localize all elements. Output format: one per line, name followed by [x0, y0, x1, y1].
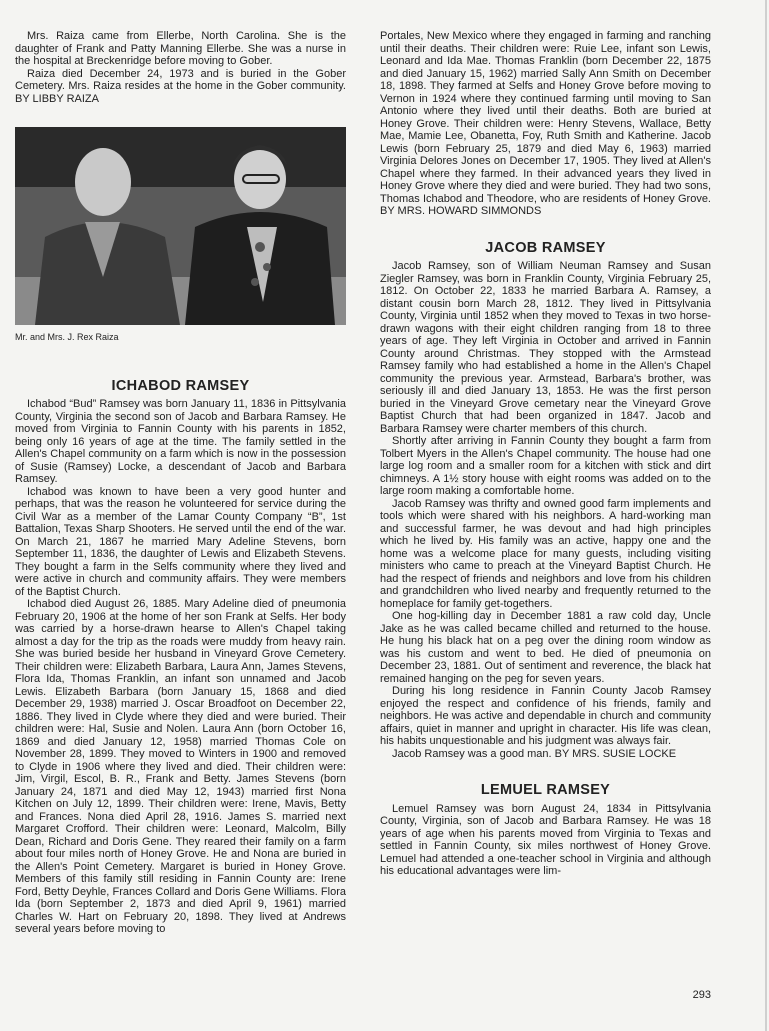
left-column: [15, 30, 346, 936]
continued-paragraph: Portales, New Mexico where they engaged in farming and ranching until their deaths. Their children were: Ruie Lee, infant son Lewis, Leonard and Ida Mae. Thomas Franklin (born December 22, 1875 and died January 15, 1962) married Sally Ann Smith on December 18, 1898. They farmed at Selfs and Honey Grove before moving to Vernon in 1924 where they continued farming until moving to San Antonio where they lived until their deaths. Both are buried at Honey Grove. Their children were: Henry Stevens, Wallace, Betty Mae, Mamie Lee, Obanetta, Foy, Ruth Smith and Katherine. Jacob Lewis (born February 25, 1879 and died May 6, 1963) married Virginia Delores Jones on December 17, 1905. They lived at Allen's Chapel where they farmed. In their advanced years they lived in Honey Grove where they died and were buried. They had two sons, Thomas Ichabod and Theodore, who are residents of Honey Grove. BY MRS. HOWARD SIMMONDS: [380, 30, 711, 217]
section-title-jacob: JACOB RAMSEY: [485, 239, 606, 256]
ichabod-paragraph-2: Ichabod was known to have been a very good hunter and perhaps, that was the reason he volunteered for service during the Civil War as a member of the Lamar County Company “B”, 1st Battalion, Texas Sharp Shooters. He served until the end of the war. On March 21, 1867 he married Mary Adeline Stevens, born September 11, 1836, the daughter of Lewis and Elizabeth Stevens. They bought a farm in the Selfs community where they lived and were active in church and community affairs. They were members of the Baptist Church.: [15, 485, 346, 598]
ichabod-paragraph-3: Ichabod died August 26, 1885. Mary Adeline died of pneumonia February 20, 1906 at the home of her son Frank at Selfs. Her body was carried by a horse-drawn hearse to Allen's Chapel taking almost a day for the trip as the roads were muddy from heavy rain. She was buried beside her husband in Vineyard Grove Cemetery. Their children were: Elizabeth Barbara, Laura Ann, James Stevens, Flora Ida, Thomas Franklin, an infant son unnamed and Jacob Lewis. Elizabeth Barbara (born January 15, 1868 and died December 29, 1938) married J. Oscar Broadfoot on December 22, 1886. They lived in Clyde where they died and were buried. Their children were: Hal, Susie and Nolen. Laura Ann (born October 16, 1869 and died January 12, 1958) married Thomas Cole on November 28, 1899. They moved to Winters in 1900 and removed to Clyde in 1906 where they lived and died. Their children were: Jim, Virgil, Escol, B. R., Frank and Betty. James Stevens (born January 24, 1871 and died May 12, 1943) married first Nona Kitchen on July 12, 1899. Their children were: Irene, Mavis, Betty and Frances. Nona died April 28, 1916. James S. married next Margaret Crofford. Their children were: Leonard, Malcolm, Billy Dean, Richard and Doris Gene. They reared their family on a farm about four miles north of Honey Grove. He and Nona are buried in the Allen's Point Cemetery. Margaret is buried in Honey Grove. Members of this family still residing in Fannin County are: Irene Ford, Betty Deyhle, Frances Collard and Doris Gene Williams. Flora Ida (born September 2, 1873 and died April 9, 1961) married Charles W. Hart on February 20, 1898. They lived at Andrews several years before moving to: [15, 598, 346, 935]
intro-paragraph-2: Raiza died December 24, 1973 and is buried in the Gober Cemetery. Mrs. Raiza resides at the home in the Gober community. BY LIBBY RAIZA: [15, 67, 346, 105]
right-column: [380, 30, 711, 878]
jacob-paragraph-1: Jacob Ramsey, son of William Neuman Ramsey and Susan Ziegler Ramsey, was born in Franklin County, Virginia February 25, 1812. On October 22, 1833 he married Barbara A. Ramsey, a distant cousin born March 28, 1812. They lived in Pittsylvania County, Virginia until 1852 when they moved to Texas in two horse-drawn wagons with their eight children ranging from 18 to three years of age. They left Virginia in October and arrived in Fannin County around Christmas. They stopped with the Armstead Ramsey family who had established a home in the Allen's Chapel community the previous year. Armstead, Barbara's brother, was seriously ill and died January 13, 1853. He was the first person buried in the Vineyard Grove cemetary near the Vineyard Grove Baptist Church that had been organized in 1847. Jacob and Barbara Ramsey were charter members of this church.: [380, 260, 711, 435]
section-title-lemuel: LEMUEL RAMSEY: [480, 782, 611, 798]
page-edge: [765, 0, 767, 1031]
photo-caption: Mr. and Mrs. J. Rex Raiza: [15, 332, 119, 342]
raiza-photo: [15, 127, 346, 325]
jacob-paragraph-6: Jacob Ramsey was a good man. BY MRS. SUSIE LOCKE: [392, 747, 677, 760]
page-number: 293: [692, 989, 711, 1001]
photo-illustration: [15, 127, 346, 325]
ichabod-paragraph-1: Ichabod “Bud” Ramsey was born January 11, 1836 in Pittsylvania County, Virginia the second son of Jacob and Barbara Ramsey. He moved from Virginia to Fannin County with his parents in 1852, being only 16 years of age at the time. The family settled in the Allen's Chapel community on a farm which is now in the possession of Susie (Ramsey) Locke, a descendant of Jacob and Barbara Ramsey.: [15, 398, 346, 485]
jacob-paragraph-2: Shortly after arriving in Fannin County they bought a farm from Tolbert Myers in the Allen's Chapel community. The house had one large log room and a smaller room for a kitchen with stick and dirt chimneys. A 1½ story house with eight rooms was added on to the large room making a comfortable home.: [380, 435, 711, 497]
jacob-paragraph-5: During his long residence in Fannin County Jacob Ramsey enjoyed the respect and confidence of his friends, family and neighbors. He was active and dependable in church and community affairs, quiet in manner and upright in character. His life was clean, his habits unquestionable and his judgment was always fair.: [380, 685, 711, 747]
section-title-ichabod: ICHABOD RAMSEY: [111, 377, 250, 394]
jacob-paragraph-4: One hog-killing day in December 1881 a raw cold day, Uncle Jake as he was called became chilled and returned to the house. He hung his black hat on a peg over the dining room window as was his custom and went to bed. He died of pneumonia on December 23, 1881. Out of sentiment and reverence, the black hat remained hanging on the peg for seven years.: [380, 610, 711, 685]
lemuel-paragraph-1: Lemuel Ramsey was born August 24, 1834 in Pittsylvania County, Virginia, son of Jacob and Barbara Ramsey. He was 18 years of age when his parents moved from Virginia to Texas and settled in Fannin County, six miles northwest of Honey Grove. Lemuel had attended a one-teacher school in Virginia and although his educational advantages were lim-: [380, 802, 711, 877]
jacob-paragraph-3: Jacob Ramsey was thrifty and owned good farm implements and tools which were shared with his neighbors. A hard-working man and successful farmer, he was devout and had high principles which he lived by. His family was an active, happy one and the home was a welcome place for many guests, including visiting ministers who came to preach at the Vineyard Baptist Church. He had the respect of friends and neighbors and love from his children and grandchildren who lived nearby and frequently returned to the homeplace for family get-togethers.: [380, 497, 711, 610]
intro-paragraph-1: Mrs. Raiza came from Ellerbe, North Carolina. She is the daughter of Frank and Patty Manning Ellerbe. She was a nurse in the hospital at Breckenridge before moving to Gober.: [15, 30, 346, 67]
